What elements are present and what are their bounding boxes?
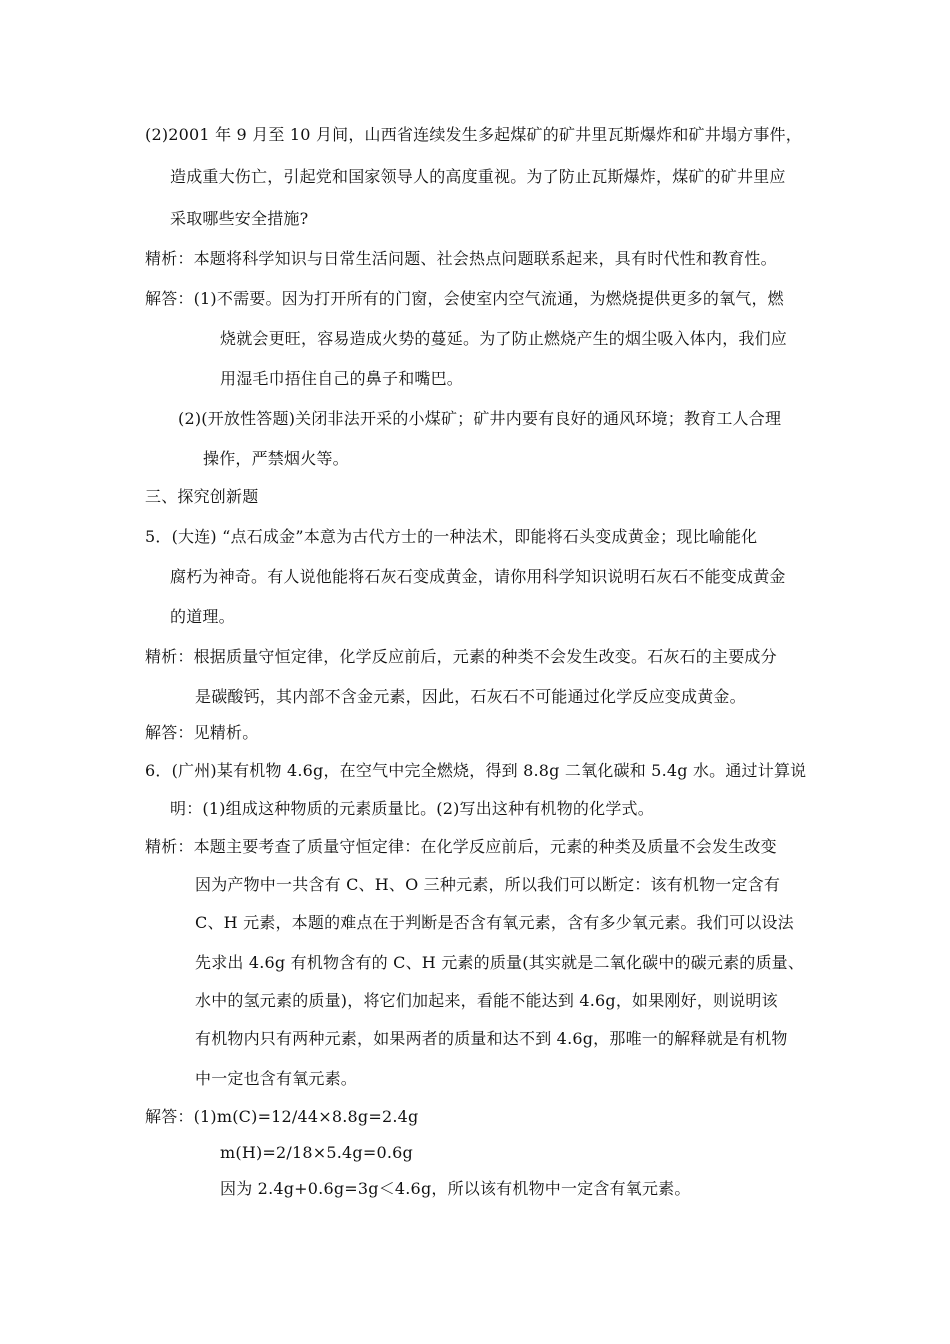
text-line: 解答：(1)m(C)=12/44×8.8g=2.4g <box>145 1107 419 1126</box>
text-line: m(H)=2/18×5.4g=0.6g <box>220 1143 413 1162</box>
text-line: 因为 2.4g+0.6g=3g＜4.6g，所以该有机物中一定含有氧元素。 <box>220 1179 691 1198</box>
text-line: 是碳酸钙，其内部不含金元素，因此，石灰石不可能通过化学反应变成黄金。 <box>195 687 746 706</box>
text-line: 用湿毛巾捂住自己的鼻子和嘴巴。 <box>220 369 464 388</box>
text-line: 先求出 4.6g 有机物含有的 C、H 元素的质量(其实就是二氧化碳中的碳元素的质量、 <box>195 953 805 972</box>
text-line: 有机物内只有两种元素，如果两者的质量和达不到 4.6g，那唯一的解释就是有机物 <box>195 1029 788 1048</box>
text-line: 精析：根据质量守恒定律，化学反应前后，元素的种类不会发生改变。石灰石的主要成分 <box>145 647 777 666</box>
text-line: 水中的氢元素的质量)，将它们加起来，看能不能达到 4.6g，如果刚好，则说明该 <box>195 991 778 1010</box>
text-line: 5．(大连) “点石成金”本意为古代方士的一种法术，即能将石头变成黄金；现比喻能化 <box>145 527 758 546</box>
text-line: C、H 元素，本题的难点在于判断是否含有氧元素，含有多少氧元素。我们可以设法 <box>195 913 794 932</box>
text-line: 中一定也含有氧元素。 <box>195 1069 358 1088</box>
text-line: 因为产物中一共含有 C、H、O 三种元素，所以我们可以断定：该有机物一定含有 <box>195 875 781 894</box>
text-line: 明：(1)组成这种物质的元素质量比。(2)写出这种有机物的化学式。 <box>170 799 654 818</box>
text-line: 采取哪些安全措施? <box>170 209 309 228</box>
text-line: (2)(开放性答题)关闭非法开采的小煤矿；矿井内要有良好的通风环境；教育工人合理 <box>178 409 782 428</box>
text-line: (2)2001 年 9 月至 10 月间，山西省连续发生多起煤矿的矿井里瓦斯爆炸和矿井塌方事件， <box>145 125 802 144</box>
text-line: 解答：见精析。 <box>145 723 259 742</box>
text-line: 精析：本题将科学知识与日常生活问题、社会热点问题联系起来，具有时代性和教育性。 <box>145 249 777 268</box>
text-line: 精析：本题主要考查了质量守恒定律：在化学反应前后，元素的种类及质量不会发生改变 <box>145 837 777 856</box>
text-line: 操作，严禁烟火等。 <box>203 449 349 468</box>
section-heading: 三、探究创新题 <box>145 487 259 506</box>
text-line: 解答：(1)不需要。因为打开所有的门窗，会使室内空气流通，为燃烧提供更多的氧气，燃 <box>145 289 784 308</box>
text-line: 的道理。 <box>170 607 235 626</box>
text-line: 烧就会更旺，容易造成火势的蔓延。为了防止燃烧产生的烟尘吸入体内，我们应 <box>220 329 788 348</box>
text-line: 造成重大伤亡，引起党和国家领导人的高度重视。为了防止瓦斯爆炸，煤矿的矿井里应 <box>170 167 786 186</box>
text-line: 腐朽为神奇。有人说他能将石灰石变成黄金，请你用科学知识说明石灰石不能变成黄金 <box>170 567 786 586</box>
text-line: 6．(广州)某有机物 4.6g，在空气中完全燃烧，得到 8.8g 二氧化碳和 5.4g 水。通过计算说 <box>145 761 807 780</box>
